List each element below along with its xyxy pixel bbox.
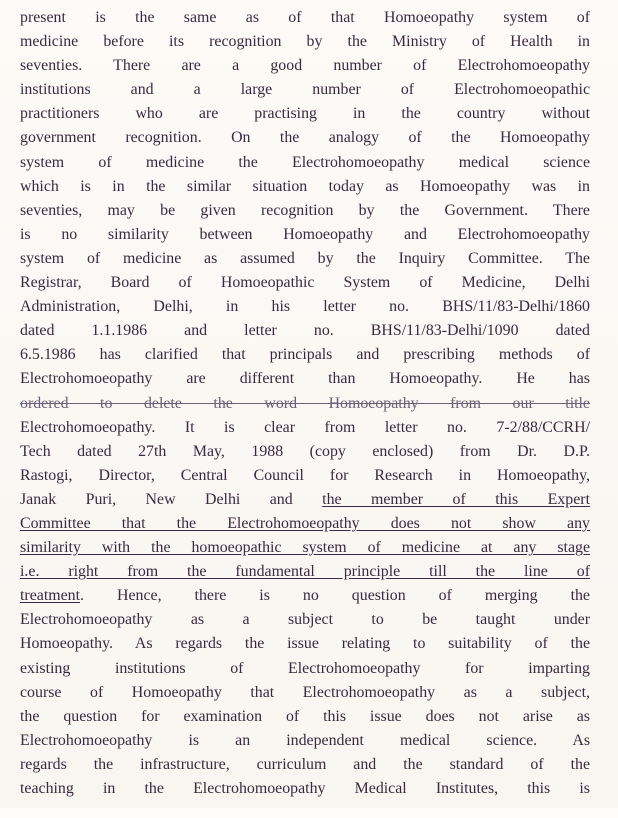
text-line: Electrohomoeopathy is an independent medical science. As bbox=[20, 731, 590, 749]
text-line: practitioners who are practising in the country without bbox=[20, 105, 590, 123]
text-line: present is the same as of that Homoeopathy system of bbox=[20, 9, 590, 26]
text-line: is no similarity between Homoeopathy and Electrohomoeopathy bbox=[20, 225, 590, 243]
text-line: the question for examination of this issue does not arise as bbox=[20, 707, 590, 725]
underlined-text-segment: the member of this Expert bbox=[322, 490, 590, 508]
text-segment: Janak Puri, New Delhi and bbox=[20, 490, 323, 508]
text-line: system of medicine the Electrohomoeopathy medical science bbox=[20, 153, 590, 171]
struck-through-line: ordered to delete the word Homoeopathy from our title bbox=[20, 394, 590, 412]
text-line: teaching in the Electrohomoeopathy Medical Institutes, this is bbox=[20, 780, 590, 797]
document-body-text bbox=[20, 6, 590, 801]
text-line: 6.5.1986 has clarified that principals and prescribing methods of bbox=[20, 346, 590, 364]
text-line: Tech dated 27th May, 1988 (copy enclosed) from Dr. D.P. bbox=[20, 442, 590, 460]
page-bottom-edge bbox=[0, 808, 618, 818]
text-line: Electrohomoeopathy as a subject to be taught under bbox=[20, 611, 590, 629]
text-line: seventies. There are a good number of Electrohomoeopathy bbox=[20, 57, 590, 75]
text-line: medicine before its recognition by the Ministry of Health in bbox=[20, 33, 590, 51]
text-segment: . Hence, there is no question of merging the bbox=[80, 587, 590, 605]
text-line: institutions and a large number of Electrohomoeopathic bbox=[20, 81, 590, 99]
text-line: Rastogi, Director, Central Council for Research in Homoeopathy, bbox=[20, 466, 590, 484]
text-line: government recognition. On the analogy of the Homoeopathy bbox=[20, 129, 590, 147]
underlined-text-line: similarity with the homoeopathic system of medicine at any stage bbox=[20, 539, 590, 557]
underlined-text-line: Committee that the Electrohomoeopathy does not show any bbox=[20, 514, 590, 532]
text-line-partly-underlined bbox=[20, 584, 590, 608]
text-line: Electrohomoeopathy. It is clear from letter no. 7-2/88/CCRH/ bbox=[20, 418, 590, 436]
text-line: Administration, Delhi, in his letter no. BHS/11/83-Delhi/1860 bbox=[20, 298, 590, 316]
text-line: Electrohomoeopathy are different than Homoeopathy. He has bbox=[20, 370, 590, 388]
text-line: which is in the similar situation today as Homoeopathy was in bbox=[20, 177, 590, 195]
text-line: Registrar, Board of Homoeopathic System of Medicine, Delhi bbox=[20, 274, 590, 292]
text-line: existing institutions of Electrohomoeopathy for imparting bbox=[20, 659, 590, 677]
text-line: seventies, may be given recognition by the Government. There bbox=[20, 201, 590, 219]
underlined-text-line: i.e. right from the fundamental principle till the line of bbox=[20, 563, 590, 581]
underlined-text-segment: treatment bbox=[20, 587, 81, 605]
text-line: regards the infrastructure, curriculum and the standard of the bbox=[20, 755, 590, 773]
text-line: course of Homoeopathy that Electrohomoeopathy as a subject, bbox=[20, 683, 590, 701]
text-line: Homoeopathy. As regards the issue relating to suitability of the bbox=[20, 635, 590, 653]
text-line-partly-underlined bbox=[20, 488, 590, 512]
text-line: system of medicine as assumed by the Inquiry Committee. The bbox=[20, 249, 590, 267]
text-line: dated 1.1.1986 and letter no. BHS/11/83-Delhi/1090 dated bbox=[20, 322, 590, 340]
